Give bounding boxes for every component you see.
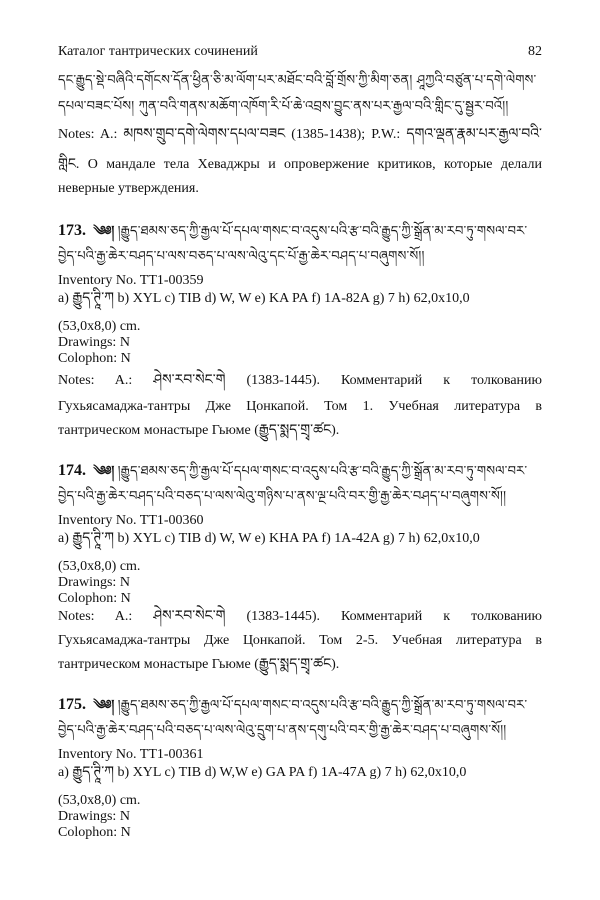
- notes-line-1: Notes: A.: ཤེས་རབ་སེང་གེ (1383-1445). Комментарий к толкованию: [58, 373, 542, 388]
- meta-line: a) རྒྱུད་ཊཱི་ཀ b) XYL c) TIB d) W,W e) GA PA f) 1A-47A g) 7 h) 62,0x10,0: [58, 765, 467, 780]
- drawings-line: Drawings: N: [58, 335, 130, 350]
- page-number: 82: [528, 44, 542, 59]
- meta-line: a) རྒྱུད་ཊཱི་ཀ b) XYL c) TIB d) W, W e) KHA PA f) 1A-42A g) 7 h) 62,0x10,0: [58, 531, 480, 546]
- entry-tibetan-title-line-1: །རྒྱུད་ཐམས་ཅད་ཀྱི་རྒྱལ་པོ་དཔལ་གསང་བ་འདུས་པའི་རྩ་བའི་རྒྱུད་ཀྱི་སྒྲོན་མ་རབ་ཏུ་གསལ་བར་: [117, 464, 528, 479]
- entry-tibetan-title-line-2: བྱེད་པའི་རྒྱ་ཆེར་བཤད་པའི་བཅད་པ་ལས་ལེའུ་དྲུག་པ་ནས་དགུ་པའི་བར་གྱི་རྒྱ་ཆེར་བཤད་པ་བཞུགས་སོ།།: [58, 723, 507, 738]
- entry-tibetan-title-line-1: །རྒྱུད་ཐམས་ཅད་ཀྱི་རྒྱལ་པོ་དཔལ་གསང་བ་འདུས་པའི་རྩ་བའི་རྒྱུད་ཀྱི་སྒྲོན་མ་རབ་ཏུ་གསལ་བར་: [117, 698, 528, 713]
- entry-174-heading: [58, 460, 542, 483]
- entry-number: 175.: [58, 696, 86, 713]
- notes-line-3: тантрическом монастыре Гьюме (རྒྱུད་སྨད་གྲྭ་ཚང).: [58, 657, 340, 672]
- catalog-title: Каталог тантрических сочинений: [58, 44, 258, 59]
- yig-mgo-seal-icon: ༄༅།: [93, 698, 115, 713]
- notes-line-3: тантрическом монастыре Гьюме (རྒྱུད་སྨད་གྲྭ་ཚང).: [58, 423, 340, 438]
- entry-tibetan-title-line-2: བྱེད་པའི་རྒྱ་ཆེར་བཤད་པའི་བཅད་པ་ལས་ལེའུ་གཉིས་པ་ནས་ལྔ་པའི་བར་གྱི་རྒྱ་ཆེར་བཤད་པ་བཞུགས་སོ།།: [58, 489, 507, 504]
- size-line: (53,0x8,0) cm.: [58, 559, 141, 574]
- yig-mgo-seal-icon: ༄༅།: [93, 224, 115, 239]
- notes-line-2: Гухьясамаджа-тантры Дже Цонкапой. Том 1. Учебная литература в: [58, 399, 542, 414]
- intro-notes-line-3: неверные утверждения.: [58, 181, 199, 196]
- inventory-number: Inventory No. TT1-00361: [58, 747, 204, 762]
- notes-line-2: Гухьясамаджа-тантры Дже Цонкапой. Том 2-5. Учебная литература в: [58, 633, 542, 648]
- running-header: [58, 44, 542, 62]
- drawings-line: Drawings: N: [58, 809, 130, 824]
- size-line: (53,0x8,0) cm.: [58, 793, 141, 808]
- meta-line: a) རྒྱུད་ཊཱི་ཀ b) XYL c) TIB d) W, W e) KA PA f) 1A-82A g) 7 h) 62,0x10,0: [58, 291, 470, 306]
- colophon-line: Colophon: N: [58, 351, 131, 366]
- entry-tibetan-title-line-2: བྱེད་པའི་རྒྱ་ཆེར་བཤད་པ་ལས་བཅད་པ་ལས་ལེའུ་དང་པོ་རྒྱ་ཆེར་བཤད་པ་བཞུགས་སོ།།: [58, 249, 425, 264]
- colophon-line: Colophon: N: [58, 825, 131, 840]
- yig-mgo-seal-icon: ༄༅།: [93, 464, 115, 479]
- inventory-number: Inventory No. TT1-00359: [58, 273, 204, 288]
- entry-number: 174.: [58, 462, 86, 479]
- intro-tibetan-line-1: དང་རྒྱུད་སྡེ་བཞིའི་དགོངས་དོན་ཕྱིན་ཅི་མ་ལོག་པར་མཐོང་བའི་བློ་གྲོས་ཀྱི་མིག་ཅན། ཤཱཀྱའི་བཙུན་པ་དགེ་ལེགས་: [58, 73, 537, 88]
- colophon-line: Colophon: N: [58, 591, 131, 606]
- entry-173-heading: [58, 220, 542, 243]
- size-line: (53,0x8,0) cm.: [58, 319, 141, 334]
- drawings-line: Drawings: N: [58, 575, 130, 590]
- intro-notes-line-2: གླིང. О мандале тела Хеваджры и опровержение критиков, которые делали: [58, 157, 542, 172]
- entry-175-heading: [58, 694, 542, 717]
- intro-notes-line-1: Notes: A.: མཁས་གྲུབ་དགེ་ལེགས་དཔལ་བཟང (1385-1438); P.W.: དགའ་ལྡན་རྣམ་པར་རྒྱལ་བའི་: [58, 127, 542, 142]
- entry-tibetan-title-line-1: །རྒྱུད་ཐམས་ཅད་ཀྱི་རྒྱལ་པོ་དཔལ་གསང་བ་འདུས་པའི་རྩ་བའི་རྒྱུད་ཀྱི་སྒྲོན་མ་རབ་ཏུ་གསལ་བར་: [117, 224, 528, 239]
- entry-number: 173.: [58, 222, 86, 239]
- intro-tibetan-line-2: དཔལ་བཟང་པོས། ཀུན་བའི་གནས་མཆོག་འཁོག་རི་པོ་ཆེ་འབྲས་བྱུང་ནས་པར་རྒྱལ་བའི་གླིང་དུ་སྦྱར་བའོ།།: [58, 99, 509, 114]
- notes-line-1: Notes: A.: ཤེས་རབ་སེང་གེ (1383-1445). Комментарий к толкованию: [58, 609, 542, 624]
- inventory-number: Inventory No. TT1-00360: [58, 513, 204, 528]
